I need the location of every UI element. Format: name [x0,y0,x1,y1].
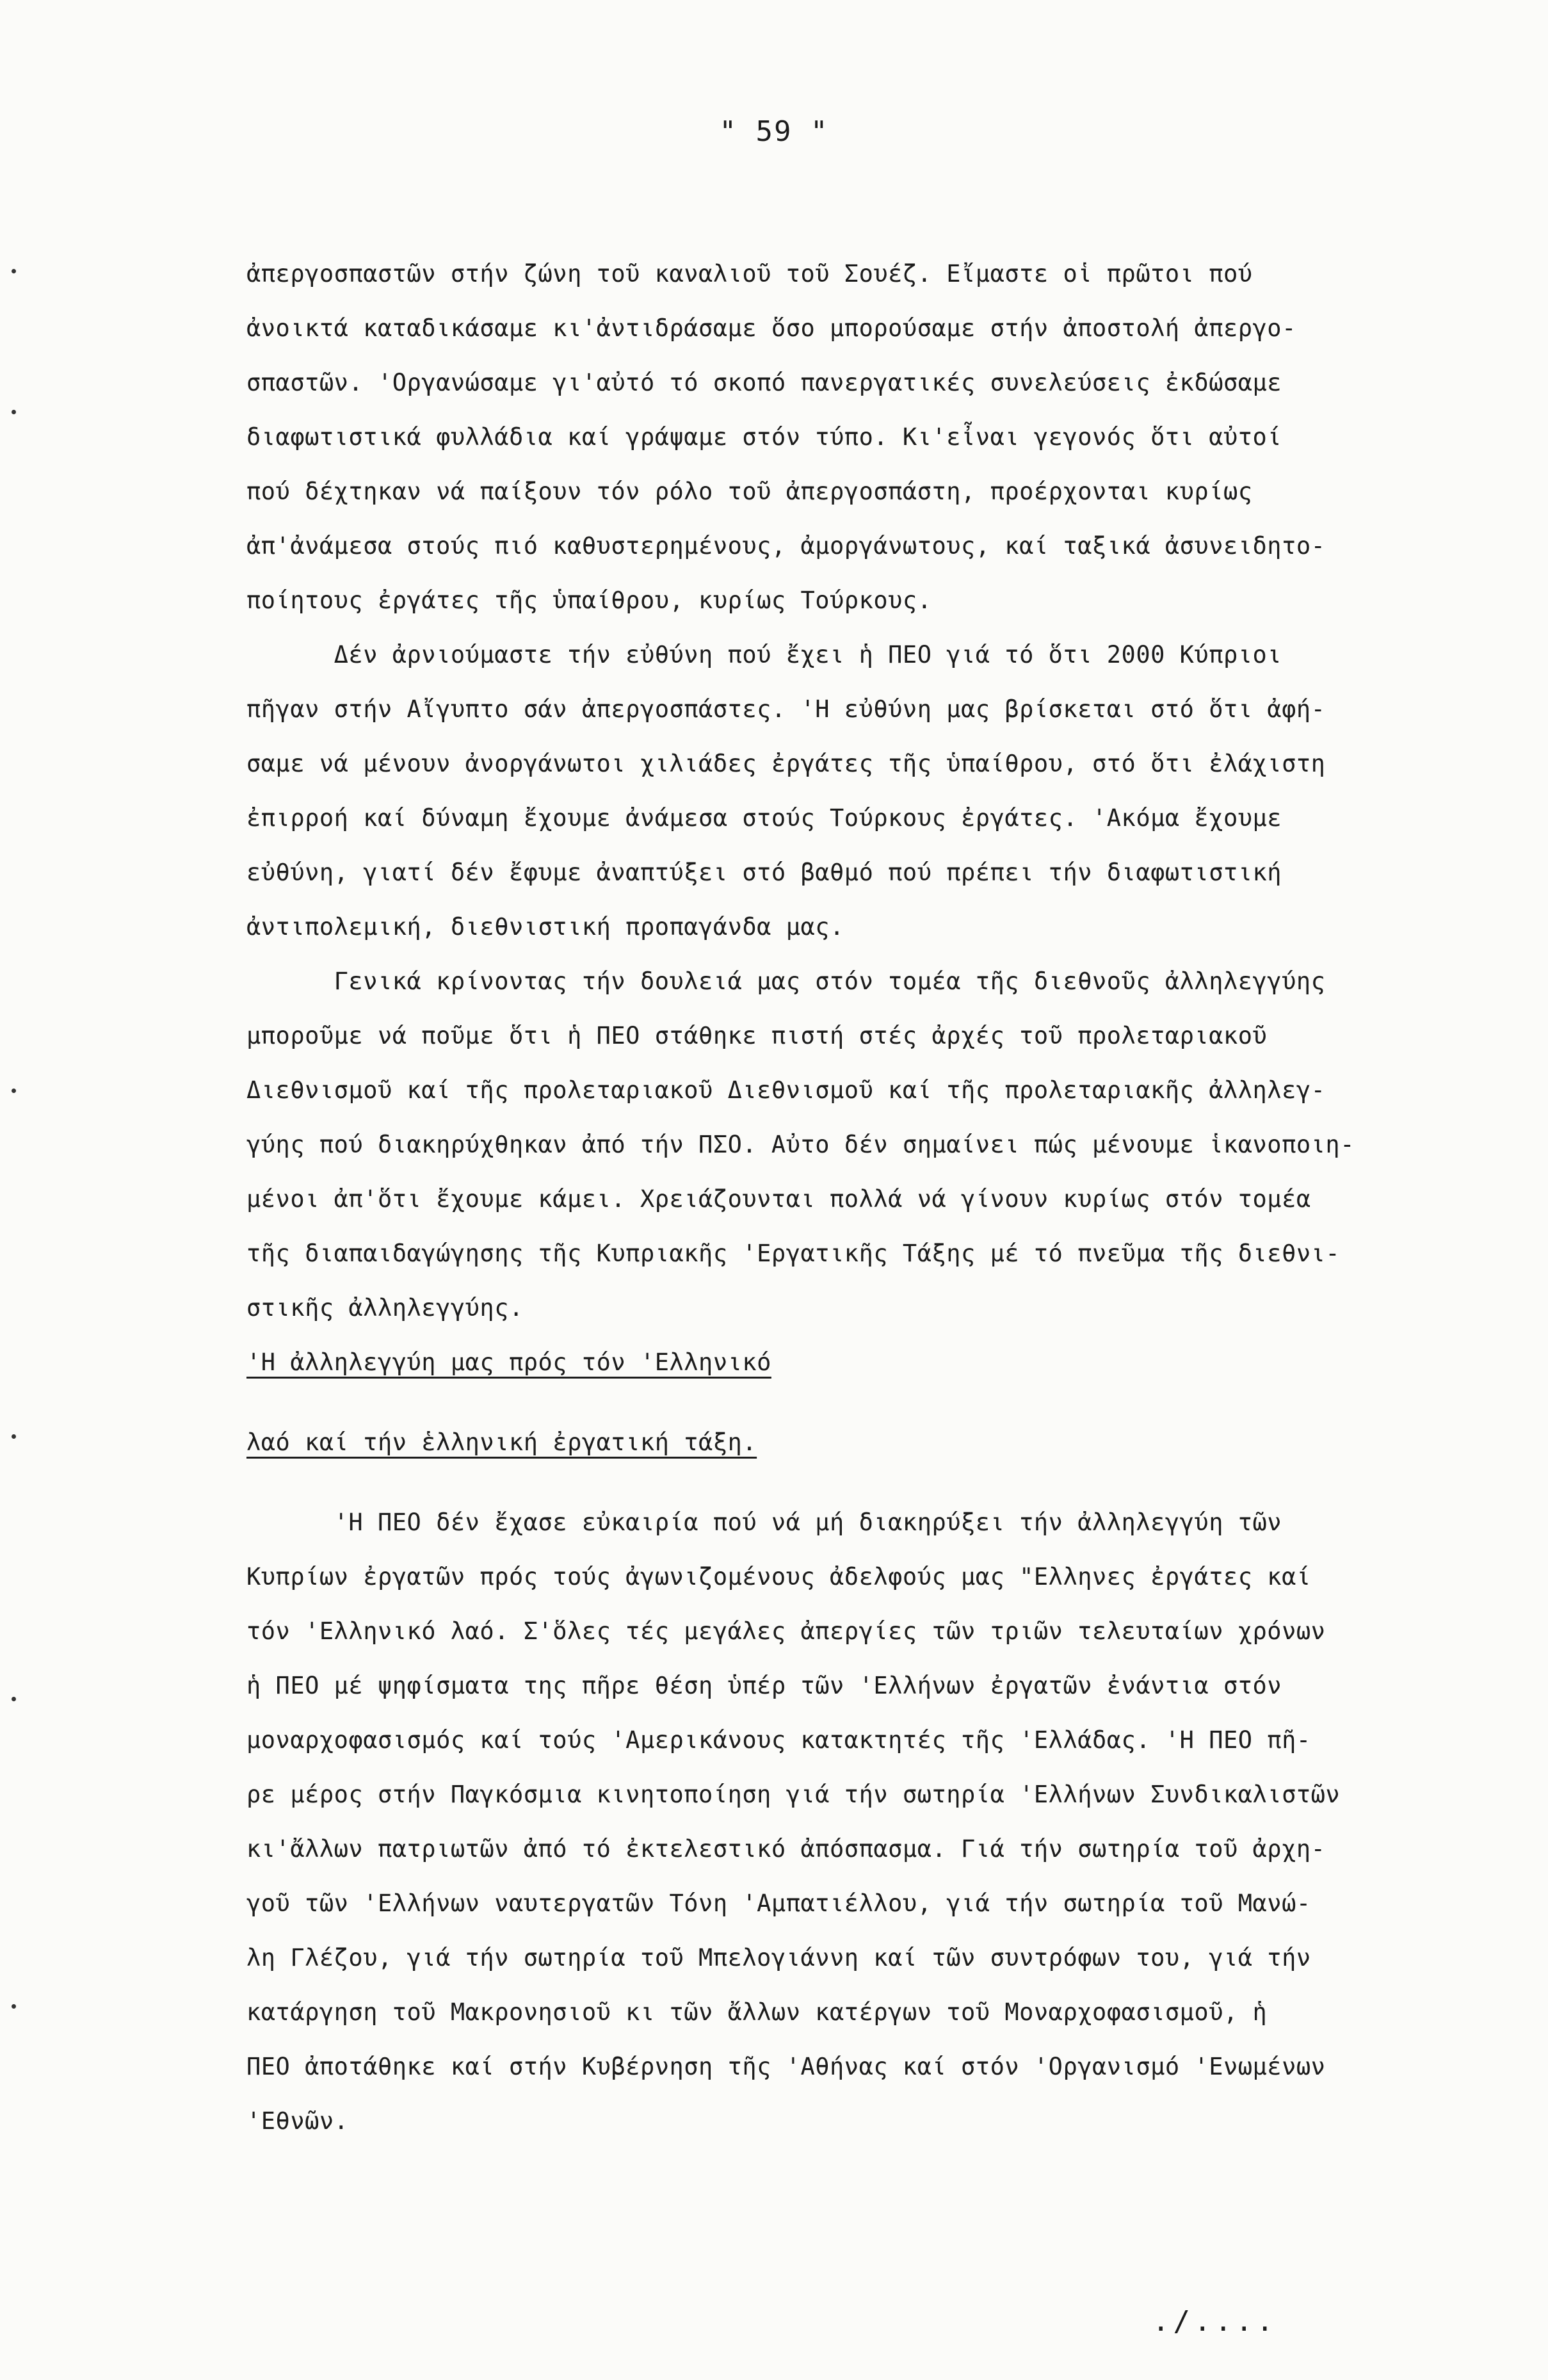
margin-dot [12,2004,16,2009]
text-line: ἀνοικτά καταδικάσαμε κι'ἀντιδράσαμε ὅσο μπορούσαμε στήν ἀποστολή ἀπεργο- [246,314,1296,342]
document-body [246,247,1488,2148]
text-line: γύης πού διακηρύχθηκαν ἀπό τήν ΠΣΟ. Αὐτο δέν σημαίνει πώς μένουμε ἱκανοποιη- [246,1131,1355,1158]
text-line: ἀντιπολεμική, διεθνιστική προπαγάνδα μας. [246,913,844,941]
margin-dot [12,1089,16,1093]
text-line: μένοι ἀπ'ὅτι ἔχουμε κάμει. Χρειάζουνται πολλά νά γίνουν κυρίως στόν τομέα [246,1185,1311,1213]
text-line: Γενικά κρίνοντας τήν δουλειά μας στόν τομέα τῆς διεθνοῦς ἀλληλεγγύης [246,967,1326,995]
text-line: Δέν ἀρνιούμαστε τήν εὐθύνη πού ἔχει ἡ ΠΕΟ γιά τό ὅτι 2000 Κύπριοι [246,641,1282,668]
text-line: 'Εθνῶν. [246,2107,349,2135]
text-line: ρε μέρος στήν Παγκόσμια κινητοποίηση γιά τήν σωτηρία 'Ελλήνων Συνδικαλιστῶν [246,1781,1341,1808]
text-line: 'Η ΠΕΟ δέν ἔχασε εὐκαιρία πού νά μή διακηρύξει τήν ἀλληλεγγύη τῶν [246,1509,1282,1536]
text-line: σαμε νά μένουν ἀνοργάνωτοι χιλιάδες ἐργάτες τῆς ὑπαίθρου, στό ὅτι ἐλάχιστη [246,750,1326,777]
text-line: μοναρχοφασισμός καί τούς 'Αμερικάνους κατακτητές τῆς 'Ελλάδας. 'Η ΠΕΟ πῆ- [246,1726,1311,1754]
paragraph [246,627,1488,954]
text-line: λη Γλέζου, γιά τήν σωτηρία τοῦ Μπελογιάννη καί τῶν συντρόφων του, γιά τήν [246,1944,1311,1971]
text-line: τόν 'Ελληνικό λαό. Σ'ὅλες τές μεγάλες ἀπεργίες τῶν τριῶν τελευταίων χρόνων [246,1617,1326,1645]
margin-dot [12,1434,16,1439]
heading-line: 'Η ἀλληλεγγύη μας πρός τόν 'Ελληνικό [246,1348,771,1376]
continuation-mark: ./.... [1152,2305,1277,2338]
margin-dot [12,1697,16,1701]
margin-dot [12,410,16,414]
text-line: διαφωτιστικά φυλλάδια καί γράψαμε στόν τύπο. Κι'εἶναι γεγονός ὅτι αὐτοί [246,423,1282,451]
paragraph [246,1495,1488,2148]
text-line: τῆς διαπαιδαγώγησης τῆς Κυπριακῆς 'Εργατικῆς Τάξης μέ τό πνεῦμα τῆς διεθνι- [246,1240,1341,1267]
heading-line: λαό καί τήν ἑλληνική ἐργατική τάξη. [246,1429,757,1456]
text-line: κατάργηση τοῦ Μακρονησιοῦ κι τῶν ἄλλων κατέργων τοῦ Μοναρχοφασισμοῦ, ἡ [246,1998,1268,2026]
text-line: ΠΕΟ ἀποτάθηκε καί στήν Κυβέρνηση τῆς 'Αθήνας καί στόν 'Οργανισμό 'Ενωμένων [246,2053,1326,2080]
text-line: γοῦ τῶν 'Ελλήνων ναυτεργατῶν Τόνη 'Αμπατιέλλου, γιά τήν σωτηρία τοῦ Μανώ- [246,1890,1311,1917]
text-line: στικῆς ἀλληλεγγύης. [246,1294,524,1322]
text-line: ποίητους ἐργάτες τῆς ὑπαίθρου, κυρίως Τούρκους. [246,587,932,614]
text-line: ἀπεργοσπαστῶν στήν ζώνη τοῦ καναλιοῦ τοῦ Σουέζ. Εἴμαστε οἱ πρῶτοι πού [246,260,1253,287]
text-line: ἡ ΠΕΟ μέ ψηφίσματα της πῆρε θέση ὑπέρ τῶν 'Ελλήνων ἐργατῶν ἐνάντια στόν [246,1672,1282,1699]
text-line: πού δέχτηκαν νά παίξουν τόν ρόλο τοῦ ἀπεργοσπάστη, προέρχονται κυρίως [246,478,1253,505]
text-line: ἀπ'ἀνάμεσα στούς πιό καθυστερημένους, ἀμοργάνωτους, καί ταξικά ἀσυνειδητο- [246,532,1326,560]
text-line: εὐθύνη, γιατί δέν ἔφυμε ἀναπτύξει στό βαθμό πού πρέπει τήν διαφωτιστική [246,859,1282,886]
paragraph [246,247,1488,627]
text-line: κι'ἄλλων πατριωτῶν ἀπό τό ἐκτελεστικό ἀπόσπασμα. Γιά τήν σωτηρία τοῦ ἀρχη- [246,1835,1326,1863]
section-heading [246,1335,1488,1469]
text-line: Κυπρίων ἐργατῶν πρός τούς ἀγωνιζομένους ἀδελφούς μας "Ελληνες ἐργάτες καί [246,1563,1311,1591]
page-number: " 59 " [719,115,829,148]
margin-dot [12,269,16,273]
paragraph [246,954,1488,1335]
text-line: μποροῦμε νά ποῦμε ὅτι ἡ ΠΕΟ στάθηκε πιστή στές ἀρχές τοῦ προλεταριακοῦ [246,1022,1268,1049]
text-line: πῆγαν στήν Αἴγυπτο σάν ἀπεργοσπάστες. 'Η εὐθύνη μας βρίσκεται στό ὅτι ἀφή- [246,695,1326,723]
text-line: σπαστῶν. 'Οργανώσαμε γι'αὐτό τό σκοπό πανεργατικές συνελεύσεις ἐκδώσαμε [246,369,1282,396]
text-line: Διεθνισμοῦ καί τῆς προλεταριακοῦ Διεθνισμοῦ καί τῆς προλεταριακῆς ἀλληλεγ- [246,1076,1326,1104]
text-line: ἐπιρροή καί δύναμη ἔχουμε ἀνάμεσα στούς Τούρκους ἐργάτες. 'Ακόμα ἔχουμε [246,804,1282,832]
